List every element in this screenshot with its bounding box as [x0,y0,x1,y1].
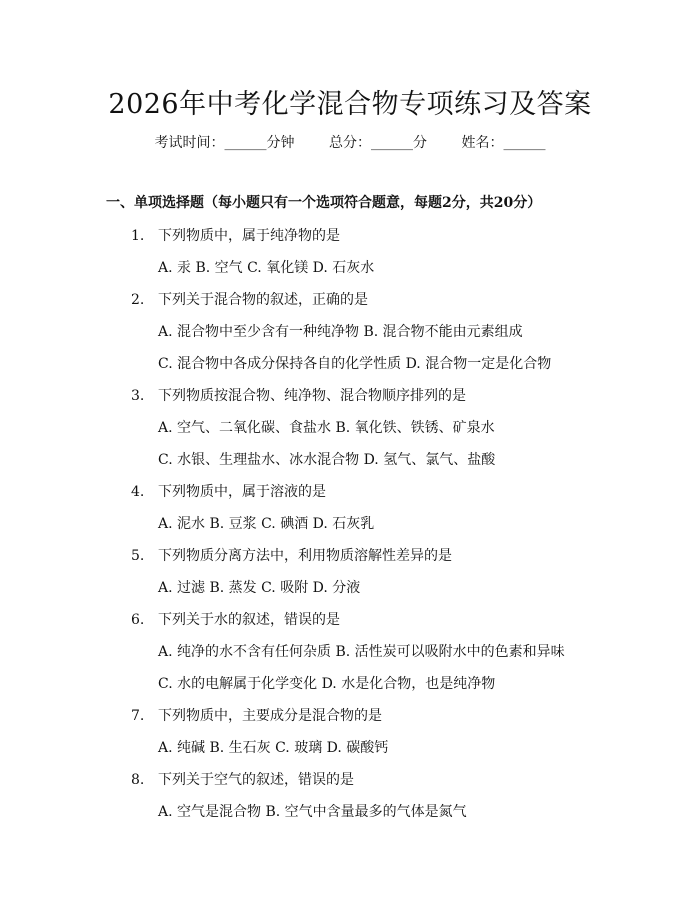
question [131,225,340,245]
exam-meta [0,132,700,152]
question-text: 下列物质分离方法中，利用物质溶解性差异的是 [158,548,452,564]
question-options: C. 水的电解属于化学变化 D. 水是化合物，也是纯净物 [158,676,496,692]
question-number: 1. [131,228,145,244]
question-options: A. 空气是混合物 B. 空气中含量最多的气体是氮气 [158,804,467,820]
question-text: 下列物质按混合物、纯净物、混合物顺序排列的是 [158,388,466,404]
question-options: A. 过滤 B. 蒸发 C. 吸附 D. 分液 [158,580,361,596]
question-options: A. 纯净的水不含有任何杂质 B. 活性炭可以吸附水中的色素和异味 [158,644,565,660]
section-heading: 一、单项选择题（每小题只有一个选项符合题意，每题2分，共20分） [106,195,542,211]
question [131,481,326,501]
question-options: C. 水银、生理盐水、冰水混合物 D. 氢气、氯气、盐酸 [158,452,496,468]
question-number: 2. [131,292,145,308]
question [131,705,382,725]
question-text: 下列物质中，属于溶液的是 [158,484,326,500]
student-name: 姓名：______ [461,135,546,151]
question-options: A. 汞 B. 空气 C. 氧化镁 D. 石灰水 [158,260,375,276]
exam-time: 考试时间：______分钟 [154,135,295,151]
question-number: 4. [131,484,145,500]
question [131,545,452,565]
question-options: C. 混合物中各成分保持各自的化学性质 D. 混合物一定是化合物 [158,356,552,372]
question-text: 下列关于水的叙述，错误的是 [158,612,340,628]
question-options: A. 混合物中至少含有一种纯净物 B. 混合物不能由元素组成 [158,324,523,340]
question-text: 下列关于混合物的叙述，正确的是 [158,292,368,308]
question-number: 8. [131,772,145,788]
question-options: A. 纯碱 B. 生石灰 C. 玻璃 D. 碳酸钙 [158,740,389,756]
question-text: 下列关于空气的叙述，错误的是 [158,772,354,788]
question-text: 下列物质中，属于纯净物的是 [158,228,340,244]
question-text: 下列物质中，主要成分是混合物的是 [158,708,382,724]
question [131,385,466,405]
question [131,609,340,629]
question [131,769,354,789]
question [131,289,368,309]
question-number: 7. [131,708,145,724]
question-number: 3. [131,388,145,404]
question-options: A. 泥水 B. 豆浆 C. 碘酒 D. 石灰乳 [158,516,375,532]
question-options: A. 空气、二氧化碳、食盐水 B. 氧化铁、铁锈、矿泉水 [158,420,495,436]
page-title: 2026年中考化学混合物专项练习及答案 [108,89,592,120]
exam-score: 总分：______分 [329,135,427,151]
question-number: 5. [131,548,145,564]
question-number: 6. [131,612,145,628]
